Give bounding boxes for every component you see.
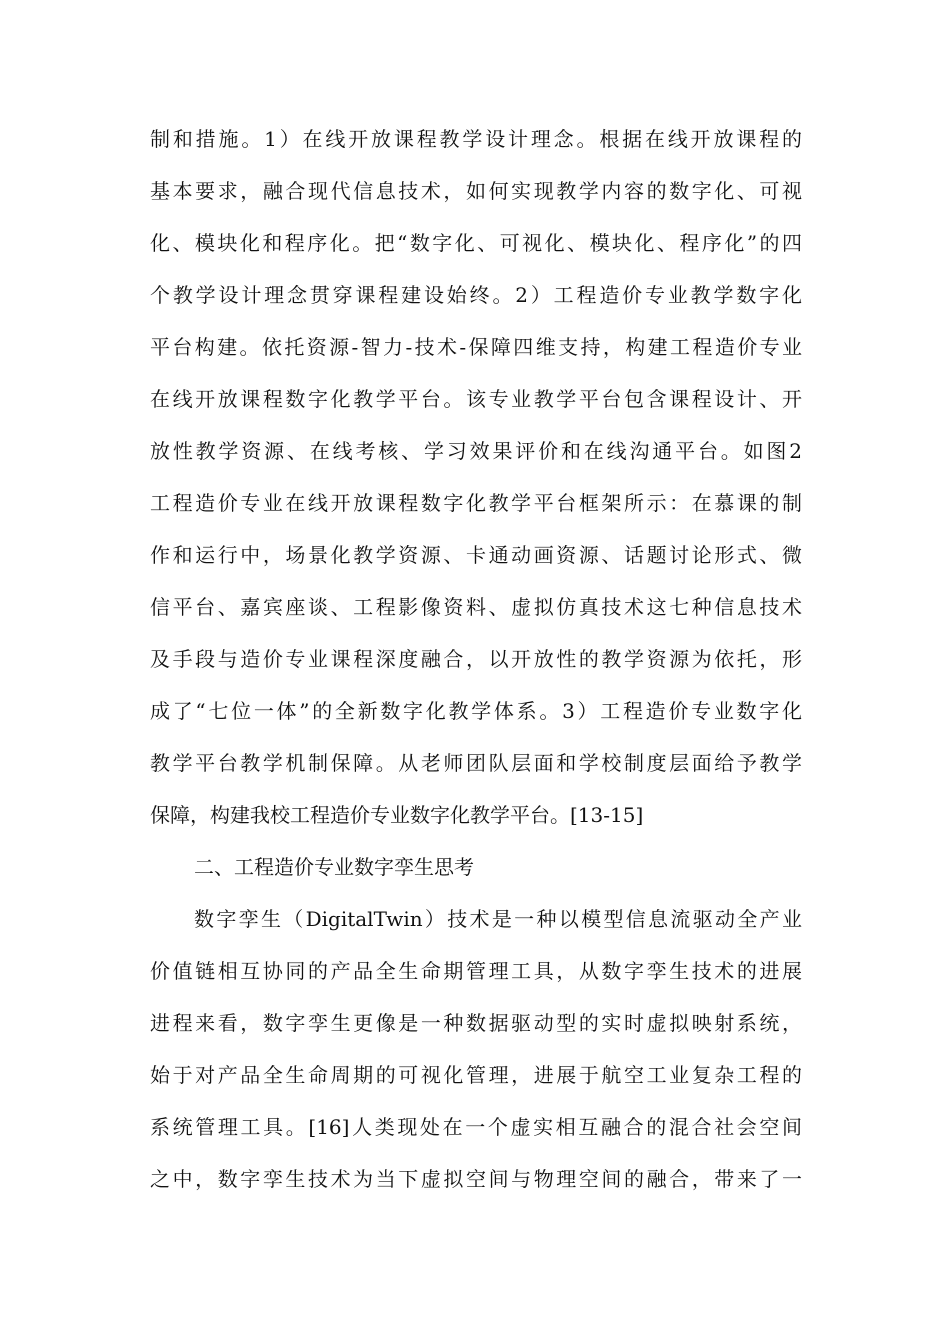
paragraph-1-line: 平台构建。依托资源-智力-技术-保障四维支持，构建工程造价专业 [150,335,802,359]
paragraph-1-line: 成了“七位一体”的全新数字化教学体系。3）工程造价专业数字化 [150,699,802,723]
paragraph-1-line: 化、模块化和程序化。把“数字化、可视化、模块化、程序化”的四 [150,231,802,255]
section-heading: 二、工程造价专业数字孪生思考 [194,855,474,879]
paragraph-1-line: 信平台、嘉宾座谈、工程影像资料、虚拟仿真技术这七种信息技术 [150,595,802,619]
paragraph-1-line: 工程造价专业在线开放课程数字化教学平台框架所示：在慕课的制 [150,491,802,515]
paragraph-1-line: 个教学设计理念贯穿课程建设始终。2）工程造价专业教学数字化 [150,283,802,307]
paragraph-1-line: 放性教学资源、在线考核、学习效果评价和在线沟通平台。如图2 [150,439,802,463]
paragraph-2-line: 数字孪生（DigitalTwin）技术是一种以模型信息流驱动全产业 [194,907,802,931]
paragraph-1-line: 在线开放课程数字化教学平台。该专业教学平台包含课程设计、开 [150,387,802,411]
paragraph-1-line: 保障，构建我校工程造价专业数字化教学平台。[13-15] [150,803,644,827]
paragraph-2-line: 始于对产品全生命周期的可视化管理，进展于航空工业复杂工程的 [150,1063,802,1087]
paragraph-2-line: 价值链相互协同的产品全生命期管理工具，从数字孪生技术的进展 [150,959,802,983]
paragraph-2-line: 系统管理工具。[16]人类现处在一个虚实相互融合的混合社会空间 [150,1115,802,1139]
paragraph-1-line: 作和运行中，场景化教学资源、卡通动画资源、话题讨论形式、微 [150,543,802,567]
body-text [150,117,802,1209]
paragraph-2-line: 之中，数字孪生技术为当下虚拟空间与物理空间的融合，带来了一 [150,1167,802,1191]
paragraph-1-line: 基本要求，融合现代信息技术，如何实现教学内容的数字化、可视 [150,179,802,203]
paragraph-1-line: 制和措施。1）在线开放课程教学设计理念。根据在线开放课程的 [150,127,802,151]
paragraph-1-line: 及手段与造价专业课程深度融合，以开放性的教学资源为依托，形 [150,647,802,671]
paragraph-2-line: 进程来看，数字孪生更像是一种数据驱动型的实时虚拟映射系统， [150,1011,802,1035]
paragraph-1-line: 教学平台教学机制保障。从老师团队层面和学校制度层面给予教学 [150,751,802,775]
